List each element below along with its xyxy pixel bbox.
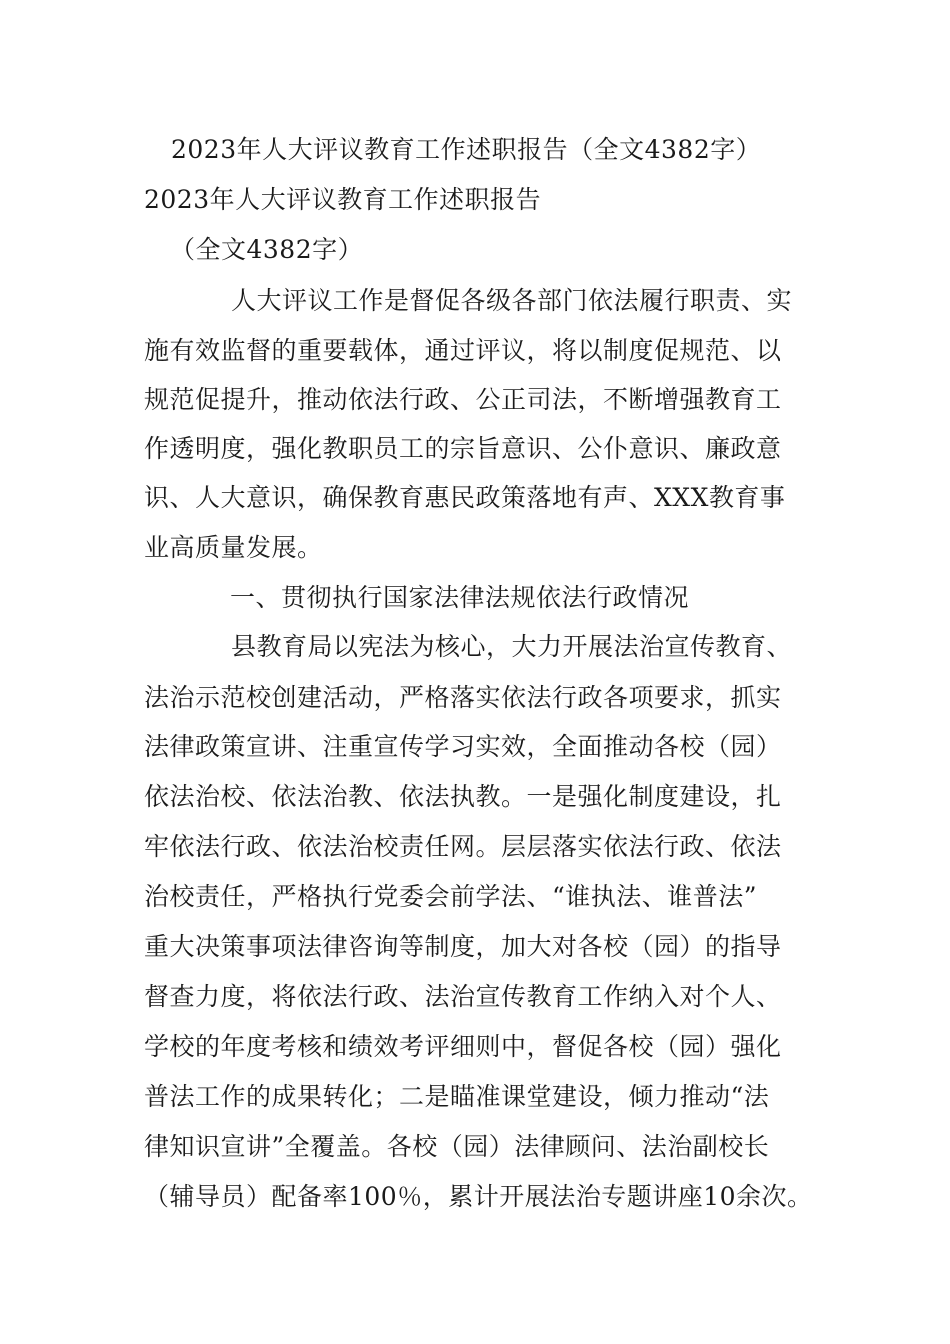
- paragraph-line: 牢依法行政、依法治校责任网。层层落实依法行政、依法: [144, 832, 782, 861]
- paragraph-line: 督查力度，将依法行政、法治宣传教育工作纳入对个人、: [144, 982, 782, 1011]
- paragraph-line: 法治示范校创建活动，严格落实依法行政各项要求，抓实: [144, 683, 782, 712]
- paragraph-line: 学校的年度考核和绩效考评细则中，督促各校（园）强化: [144, 1032, 782, 1061]
- paragraph-line: 普法工作的成果转化；二是瞄准课堂建设，倾力推动“法: [144, 1082, 770, 1111]
- paragraph-line: 律知识宣讲”全覆盖。各校（园）法律顾问、法治副校长: [144, 1132, 770, 1161]
- paragraph-line: 识、人大意识，确保教育惠民政策落地有声、XXX教育事: [144, 483, 786, 512]
- paragraph-line: 人大评议工作是督促各级各部门依法履行职责、实: [231, 286, 793, 315]
- section-heading: 一、贯彻执行国家法律法规依法行政情况: [230, 583, 690, 612]
- paragraph-line: 规范促提升，推动依法行政、公正司法，不断增强教育工: [144, 385, 782, 414]
- document-subtitle: 2023年人大评议教育工作述职报告: [144, 185, 542, 214]
- paragraph-line: 重大决策事项法律咨询等制度，加大对各校（园）的指导: [144, 932, 782, 961]
- paragraph-line: 作透明度，强化教职员工的宗旨意识、公仆意识、廉政意: [144, 434, 782, 463]
- paragraph-line: 县教育局以宪法为核心，大力开展法治宣传教育、: [231, 632, 793, 661]
- paragraph-line: 依法治校、依法治教、依法执教。一是强化制度建设，扎: [144, 782, 782, 811]
- paragraph-line: 治校责任，严格执行党委会前学法、“谁执法、谁普法”: [144, 882, 758, 911]
- paragraph-line: 施有效监督的重要载体，通过评议，将以制度促规范、以: [144, 336, 782, 365]
- paragraph-line: （辅导员）配备率100％，累计开展法治专题讲座10余次。: [144, 1182, 813, 1211]
- paragraph-line: 法律政策宣讲、注重宣传学习实效，全面推动各校（园）: [144, 732, 782, 761]
- word-count-note: （全文4382字）: [170, 235, 364, 264]
- paragraph-line: 业高质量发展。: [144, 533, 323, 562]
- document-title: 2023年人大评议教育工作述职报告（全文4382字）: [171, 135, 762, 164]
